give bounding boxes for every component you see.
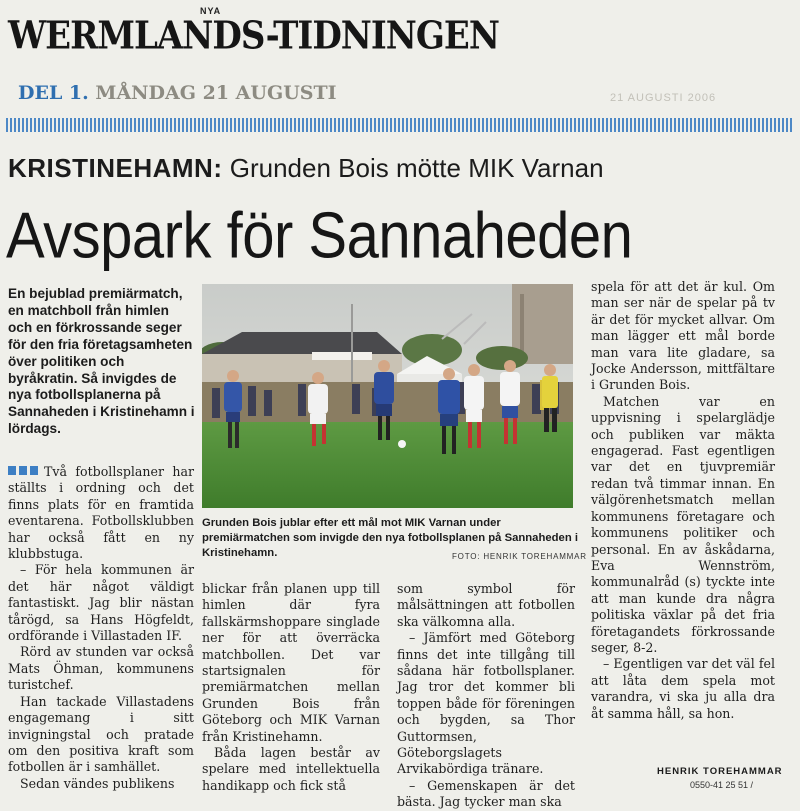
body-column-3 (397, 581, 575, 811)
byline-phone: 0550-41 25 51 / (690, 780, 754, 790)
start-marker (8, 466, 38, 475)
masthead-prefix: NYA (200, 6, 222, 16)
lead-paragraph: En bejublad premiärmatch, en matchboll från himlen och en förkrossande seger för den fria företagsamheten över politiken och byråkratin. Så invigdes de nya fotbollsplanerna på Sannaheden i Kristinehamn i lördags. (8, 286, 195, 437)
body-paragraph: – För hela kommunen är det här något väldigt fantastiskt. Jag blir nästan tårögd, sa Hans Högfeldt, ordförande i Villastaden IF. (8, 562, 194, 644)
byline: HENRIK TOREHAMMAR (657, 766, 783, 777)
body-paragraph: – Egentligen var det väl fel att låta dem spela mot varandra, vi ska ju alla dra åt samma håll, sa hon. (591, 656, 775, 721)
body-paragraph: Två fotbollsplaner har ställts i ordning och det finns plats för en framtida eventarena. Fotbollsklubben har också fått en ny klubbstuga. (8, 464, 194, 562)
section-line (18, 82, 337, 104)
photo-credit: FOTO: HENRIK TOREHAMMAR (452, 552, 587, 561)
photo-illustration (202, 284, 573, 508)
body-paragraph: Han tackade Villastadens engagemang i sitt invigningstal och pratade om den positiva kraft som fotbollen är i samhället. (8, 693, 194, 775)
kicker-text: Grunden Bois mötte MIK Varnan (229, 153, 604, 183)
match-photo (202, 284, 573, 508)
body-paragraph: Rörd av stunden var också Mats Öhman, kommunens turistchef. (8, 644, 194, 693)
photo-caption: Grunden Bois jublar efter ett mål mot MIK Varnan under premiärmatchen som invigde den nya fotbollsplanen på Sannaheden i Kristinehamn. (202, 517, 579, 559)
body-column-2 (202, 581, 380, 794)
section-part: DEL 1. (18, 82, 89, 104)
masthead: WERMLANDS-TIDNINGEN (8, 14, 499, 59)
kicker-place: KRISTINEHAMN: (8, 153, 223, 183)
body-paragraph: blickar från planen upp till himlen där fyra fallskärmshoppare singlade ner för att överräcka matchbollen. Det var startsignalen för premiärmatchen mellan Grunden Bois från Göteborg och MIK Varnan från Kristinehamn. (202, 581, 380, 744)
section-date: MÅNDAG 21 AUGUSTI (95, 82, 337, 104)
body-paragraph: – Gemenskapen är det bästa. Jag tycker man ska (397, 777, 575, 810)
body-column-1 (8, 464, 194, 792)
headline: Avspark för Sannaheden (6, 199, 633, 272)
body-paragraph: spela för att det är kul. Om man ser när de spelar på tv är det för mycket allvar. Om man lägger ett mål borde man vara lite gladare, sa Jocke Andersson, mittfältare i Grunden Bois. (591, 279, 775, 393)
body-paragraph: Sedan vändes publikens (20, 775, 175, 791)
body-paragraph: – Jämfört med Göteborg finns det inte tillgång till sådana här fotbollsplaner. Jag tror det kommer bli toppen både för föreningen och bygden, sa Thor Guttormsen, Göteborgslagets Arvikabördiga tränare. (397, 630, 575, 777)
dashed-rule (6, 118, 792, 132)
ghost-header: 21 AUGUSTI 2006 (610, 92, 717, 104)
kicker (8, 153, 604, 184)
body-paragraph: Matchen var en uppvisning i spelarglädje och publiken var mäkta engagerad. Fast egentligen var det en tjuvpremiär redan två timmar innan. En välgörenhetsmatch mellan kommunens företagare och kommunens politiker och personal. En av åskådarna, Eva Wennström, kommunalråd (s) tyckte inte att man kunde dra några politiska växlar på det fria företagandets förkrossande seger, 8-2. (591, 393, 775, 655)
body-paragraph: som symbol för målsättningen att fotbollen ska välkomna alla. (397, 581, 575, 629)
body-column-4 (591, 279, 775, 722)
body-paragraph: Båda lagen består av spelare med intellektuella handikapp och fick stå (202, 745, 380, 793)
